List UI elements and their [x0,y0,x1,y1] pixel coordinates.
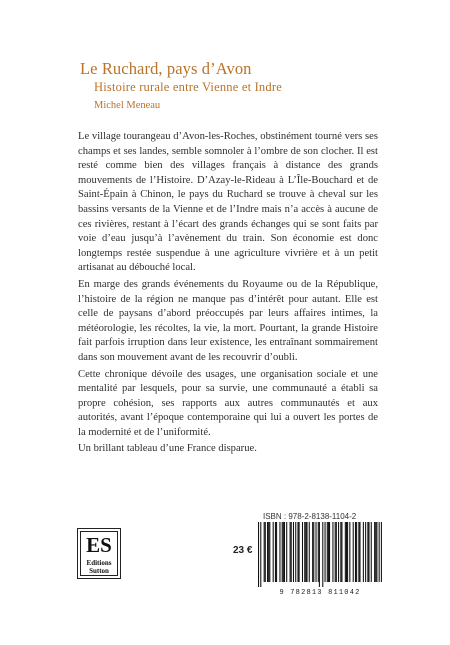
barcode-bar [322,522,323,587]
barcode-bar [291,522,292,582]
barcode-bar [359,522,360,582]
barcode-bar [295,522,296,582]
book-author: Michel Meneau [94,100,161,111]
publisher-logo [77,528,121,579]
isbn-label: ISBN : 978-2-8138-1104-2 [263,512,357,521]
barcode-bar [347,522,348,582]
barcode [258,522,382,587]
barcode-bar [276,522,277,582]
barcode-bar [375,522,376,582]
barcode-bar [329,522,330,582]
book-title: Le Ruchard, pays d’Avon [80,59,252,78]
barcode-bar [325,522,326,582]
barcode-bar [346,522,347,582]
barcode-bar [367,522,368,582]
barcode-bar [313,522,314,582]
barcode-bar [379,522,380,582]
barcode-bar [273,522,274,582]
publisher-logo-frame [80,531,118,576]
barcode-bar [332,522,333,582]
publisher-logo-mark: ES [86,533,112,557]
barcode-bar [275,522,276,582]
barcode-bar [328,522,329,582]
barcode-bar [381,522,382,582]
barcode-bar [260,522,261,587]
barcode-bar [302,522,303,582]
barcode-bar [264,522,265,582]
barcode-bar [306,522,307,582]
publisher-logo-line1: Editions [86,559,112,567]
barcode-bar [376,522,377,582]
barcode-bar [353,522,354,582]
barcode-bar [267,522,268,582]
blurb-paragraph: En marge des grands événements du Royaume ou de la République, l’histoire de la région ne manque pas d’intérêt pour autant. Elle est celle de paysans d’abord préoccupés par leurs affaires intimes, la météorologie, les récoltes, la vie, la mort. Pourtant, la grande Histoire fait parfois irruption dans leur existence, les entraînant sommairement dans son mouvement avant de les recouvrir d’oubli. [78,278,378,363]
barcode-bar [319,522,320,587]
barcode-bar [304,522,305,582]
blurb [78,130,378,459]
barcode-bar [349,522,350,582]
blurb-paragraph: Le village tourangeau d’Avon-les-Roches, obstinément tourné vers ses champs et ses landes, semble somnoler à l’ombre de son clocher. Il est resté comme bien des villages français à distance des grands mouvements de l’Histoire. D’Azay-le-Rideau à L’Île-Bouchard et de Saint-Épain à Chinon, le pays du Ruchard se trouve à cheval sur les bassins versants de la Vienne et de l’Indre mais n’a accès à aucune de ces rivières, restant à l’écart des grands échanges qui se sont faits par voie d’eau jusqu’à l’avènement du train. Son économie est donc longtemps restée suspendue à une agriculture vivrière et à un petit artisanat au débouché local. [78,131,378,274]
barcode-bar [355,522,356,582]
blurb-paragraph: Un brillant tableau d’une France disparue. [78,443,257,455]
publisher-logo-line2: Sutton [89,567,109,575]
barcode-bar [258,522,259,587]
barcode-bar [293,522,294,582]
barcode-bar [283,522,284,582]
price-label: 23 € [233,545,253,556]
barcode-bar [297,522,298,582]
barcode-bar [305,522,306,582]
barcode-bar [363,522,364,582]
barcode-bar [284,522,285,582]
barcode-bar [365,522,366,582]
book-subtitle: Histoire rurale entre Vienne et Indre [94,80,282,94]
barcode-bar [340,522,341,582]
barcode-bar [338,522,339,582]
barcode-bar [265,522,266,582]
barcode-bar [356,522,357,582]
barcode-bar [269,522,270,582]
barcode-bar [341,522,342,582]
barcode-bar [368,522,369,582]
barcode-bar [335,522,336,582]
barcode-digits: 9 782813 811042 [279,589,361,597]
blurb-paragraph: Cette chronique dévoile des usages, une organisation sociale et une mentalité par lesquels, pour sa survie, une communauté a établi sa propre cohésion, ses rapports aux autres communautés et aux autorités, avant l’époque contemporaine qui lui a ouvert les portes de la modernité et de l’uniformité. [78,368,378,438]
barcode-bar [358,522,359,582]
barcode-bar [279,522,280,582]
barcode-bar [345,522,346,582]
barcode-bar [299,522,300,582]
barcode-bar [312,522,313,582]
barcode-bar [374,522,375,582]
barcode-bar [309,522,310,582]
barcode-bar [282,522,283,582]
barcode-bar [290,522,291,582]
barcode-bar [315,522,316,582]
barcode-bar [336,522,337,582]
barcode-bar [318,522,319,582]
barcode-bar [327,522,328,582]
barcode-bar [371,522,372,582]
barcode-bar [268,522,269,582]
barcode-bar [286,522,287,582]
